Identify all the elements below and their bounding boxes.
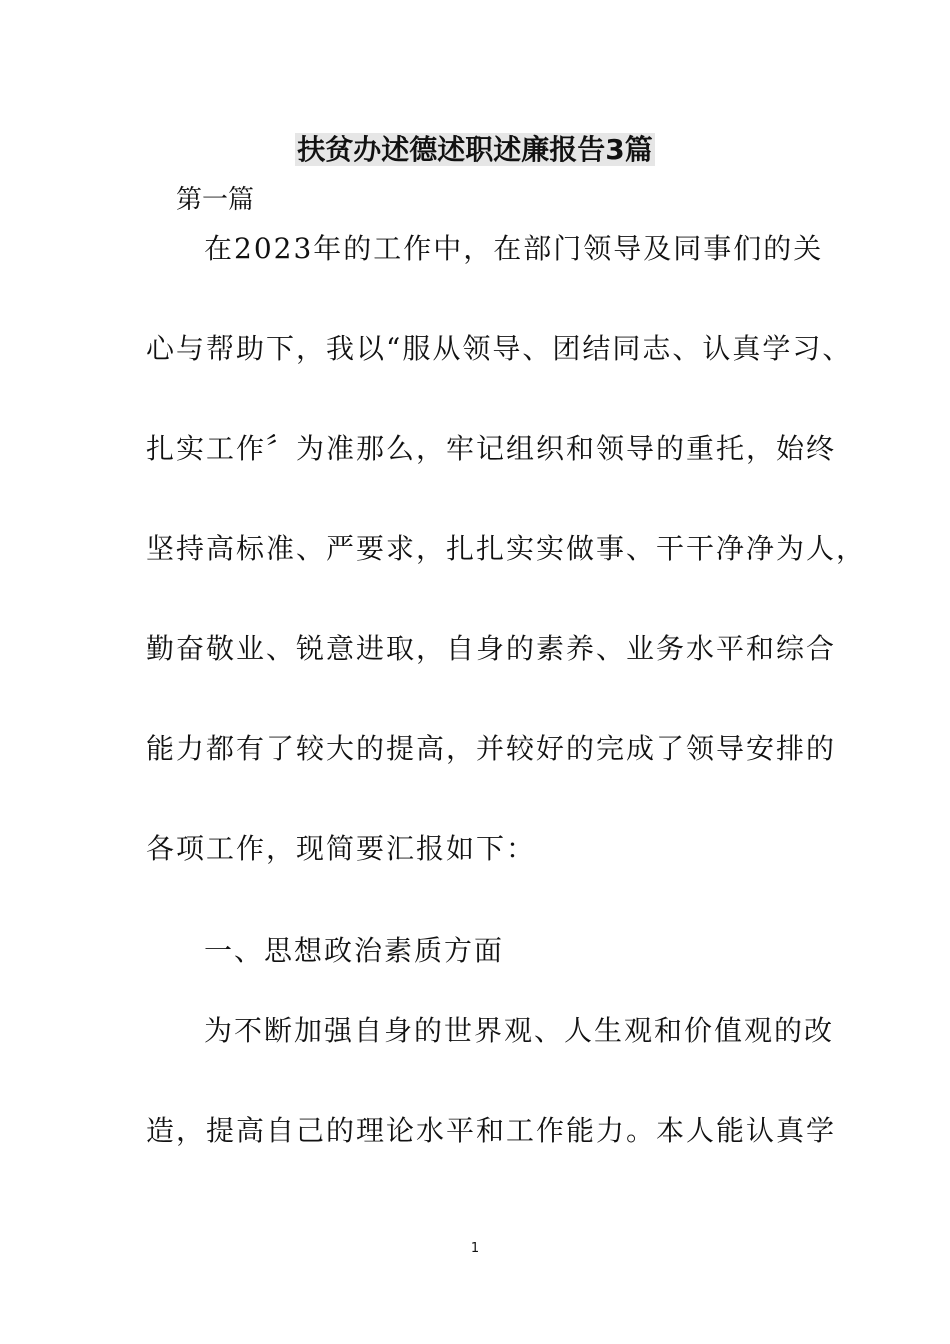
document-title bbox=[0, 128, 950, 172]
paragraph-line: 坚持高标准、严要求，扎扎实实做事、干干净净为人， bbox=[146, 532, 867, 565]
document-title-text: 扶贫办述德述职述廉报告3篇 bbox=[297, 133, 653, 166]
page-number: 1 bbox=[470, 1241, 480, 1256]
section-heading: 一、思想政治素质方面 bbox=[204, 934, 505, 967]
paragraph-line: 在2023年的工作中，在部门领导及同事们的关 bbox=[204, 232, 824, 265]
paragraph-line: 勤奋敬业、锐意进取，自身的素养、业务水平和综合 bbox=[146, 632, 837, 665]
paragraph-line: 为不断加强自身的世界观、人生观和价值观的改 bbox=[204, 1014, 835, 1047]
paragraph-line: 造，提高自己的理论水平和工作能力。本人能认真学 bbox=[146, 1114, 837, 1147]
paragraph-line: 心与帮助下，我以“服从领导、团结同志、认真学习、 bbox=[146, 332, 853, 365]
paragraph-line: 各项工作，现简要汇报如下： bbox=[146, 832, 537, 865]
paragraph-line: 扎实工作〞为准那么，牢记组织和领导的重托，始终 bbox=[146, 432, 837, 465]
section-label: 第一篇 bbox=[176, 185, 255, 215]
paragraph-line: 能力都有了较大的提高，并较好的完成了领导安排的 bbox=[146, 732, 837, 765]
